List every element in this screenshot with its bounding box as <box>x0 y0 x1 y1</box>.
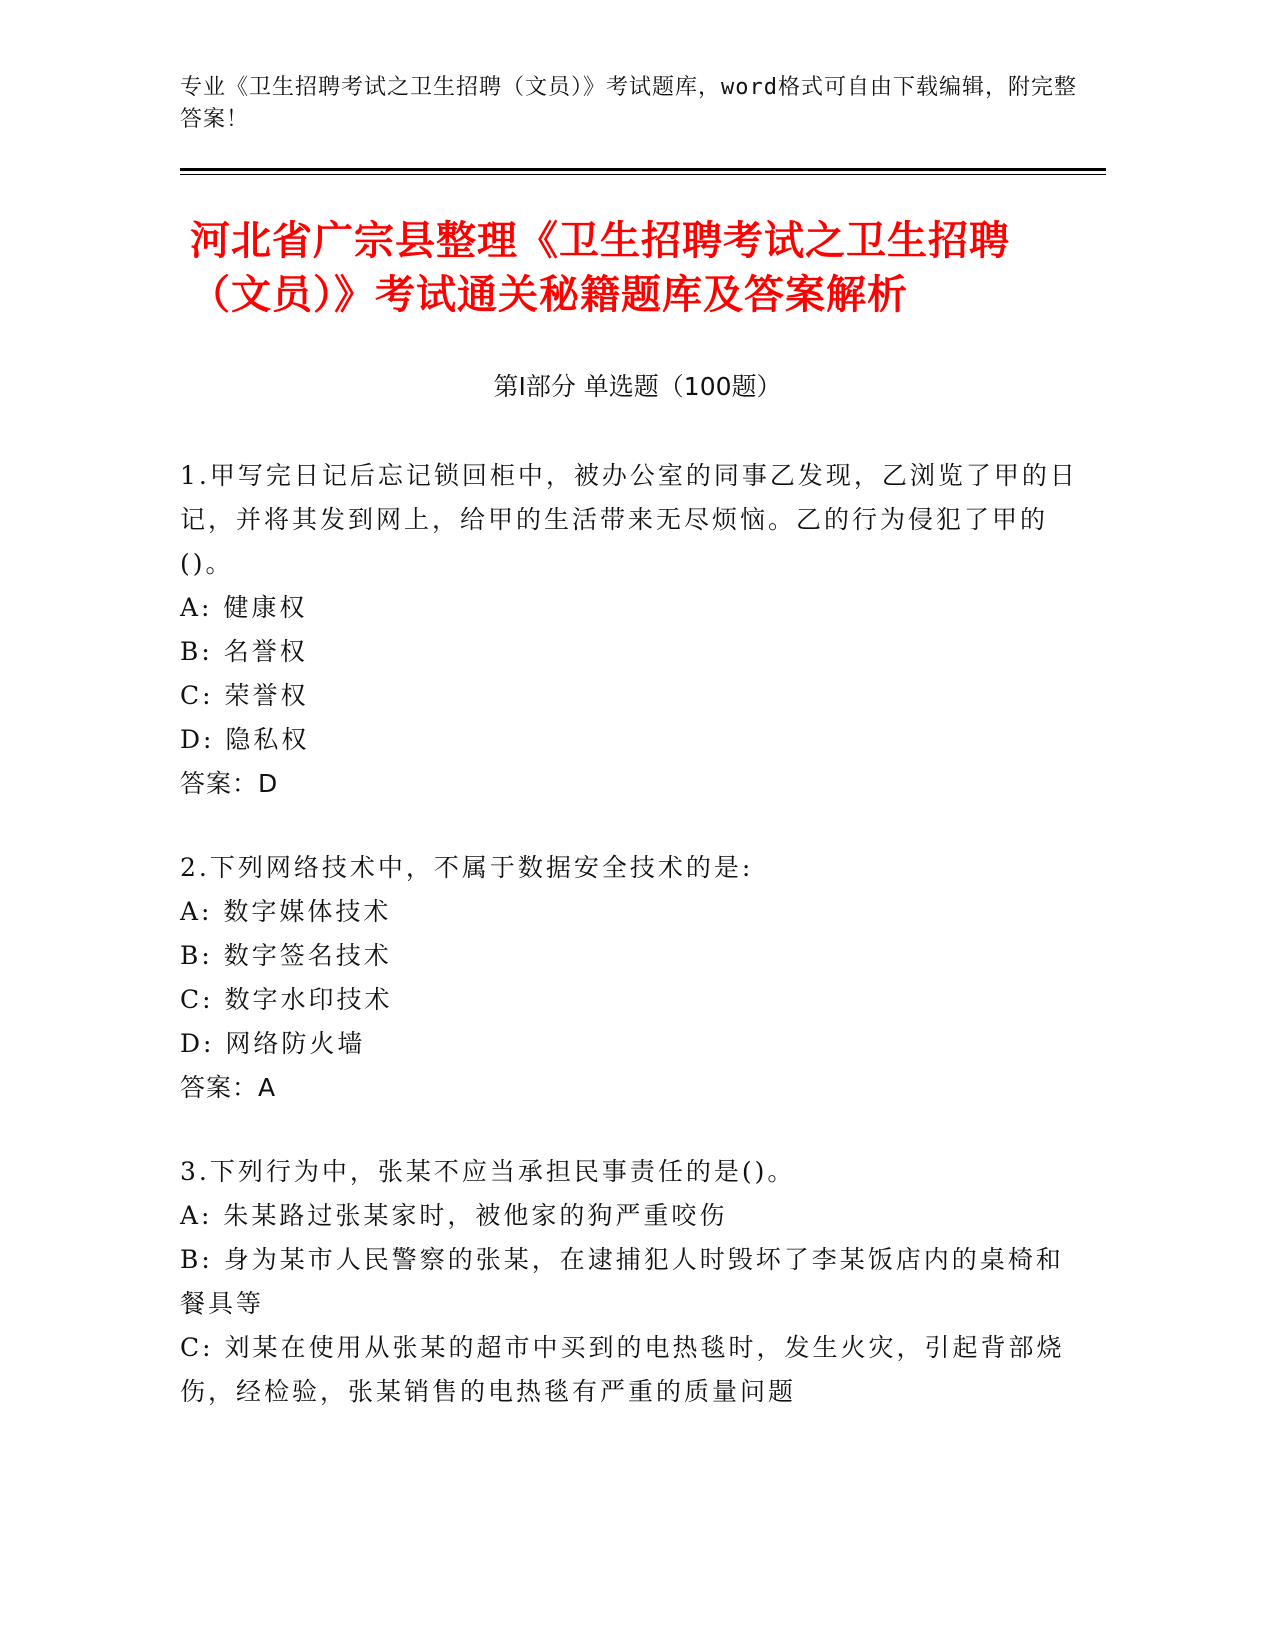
option-d: D: 网络防火墙 <box>180 1029 366 1058</box>
option-a: A: 朱某路过张某家时，被他家的狗严重咬伤 <box>180 1201 728 1230</box>
option-a: A: 健康权 <box>180 593 308 622</box>
option-c: C: 刘某在使用从张某的超市中买到的电热毯时，发生火灾，引起背部烧伤，经检验，张某销售的电热毯有严重的质量问题 <box>180 1333 1065 1406</box>
document-title: 河北省广宗县整理《卫生招聘考试之卫生招聘（文员）》考试通关秘籍题库及答案解析 <box>190 218 1010 318</box>
header-rule-thin <box>180 174 1106 175</box>
option-b: B: 名誉权 <box>180 637 308 666</box>
question-2 <box>180 846 1080 1110</box>
option-c: C: 数字水印技术 <box>180 985 393 1014</box>
option-d: D: 隐私权 <box>180 725 310 754</box>
section-title: 第Ⅰ部分 单选题（100题） <box>493 372 782 401</box>
question-1 <box>180 454 1080 806</box>
header-rule-thick <box>180 168 1106 171</box>
option-b: B: 身为某市人民警察的张某，在逮捕犯人时毁坏了李某饭店内的桌椅和餐具等 <box>180 1245 1064 1318</box>
question-text: 1.甲写完日记后忘记锁回柜中，被办公室的同事乙发现，乙浏览了甲的日记，并将其发到网上，给甲的生活带来无尽烦恼。乙的行为侵犯了甲的()。 <box>180 461 1078 578</box>
answer: 答案：D <box>180 769 279 798</box>
option-c: C: 荣誉权 <box>180 681 309 710</box>
question-text: 3.下列行为中，张某不应当承担民事责任的是()。 <box>180 1157 796 1186</box>
question-text: 2.下列网络技术中，不属于数据安全技术的是: <box>180 853 754 882</box>
option-a: A: 数字媒体技术 <box>180 897 392 926</box>
header-note: 专业《卫生招聘考试之卫生招聘（文员）》考试题库，word格式可自由下载编辑，附完整答案！ <box>180 75 1077 132</box>
option-b: B: 数字签名技术 <box>180 941 392 970</box>
answer: 答案：A <box>180 1073 277 1102</box>
question-3 <box>180 1150 1080 1414</box>
